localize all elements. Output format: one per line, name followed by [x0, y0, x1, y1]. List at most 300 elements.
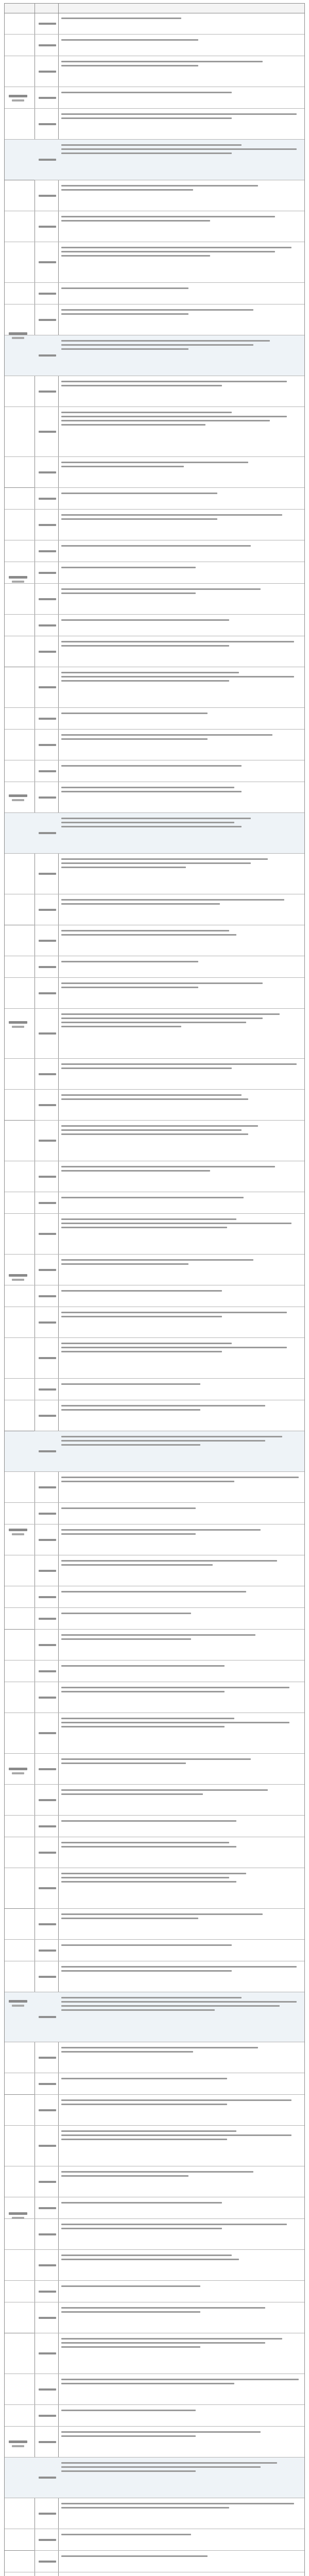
row-label — [39, 550, 56, 552]
row-content — [61, 1309, 301, 1335]
group-cell — [5, 925, 35, 1121]
text-line — [61, 1842, 229, 1843]
row-content — [61, 459, 301, 485]
row-label — [39, 2388, 56, 2391]
text-line — [61, 1591, 246, 1592]
table-row — [5, 376, 304, 407]
table-row — [5, 109, 304, 140]
row-label — [39, 2264, 56, 2266]
table-row — [5, 1682, 304, 1713]
group-label — [9, 576, 27, 579]
row-label — [39, 2317, 56, 2319]
text-line — [61, 1067, 232, 1069]
row-label — [39, 2181, 56, 2183]
row-label — [39, 2083, 56, 2085]
table-row — [5, 1472, 304, 1503]
table-row — [5, 540, 304, 562]
text-line — [61, 2224, 287, 2225]
table-row — [5, 1660, 304, 1682]
text-line — [61, 1094, 242, 1096]
text-line — [61, 791, 242, 792]
row-label — [39, 940, 56, 942]
table-row — [5, 2551, 304, 2572]
row-label — [39, 97, 56, 99]
row-content — [61, 1061, 301, 1087]
text-line — [61, 826, 242, 827]
text-line — [61, 18, 181, 19]
row-label — [39, 1513, 56, 1515]
table-row — [5, 35, 304, 56]
text-line — [61, 1881, 236, 1883]
group-cell — [5, 180, 35, 488]
text-line — [61, 2470, 196, 2472]
text-line — [61, 2130, 236, 2132]
row-content — [61, 1663, 301, 1680]
table-row — [5, 2073, 304, 2095]
text-line — [61, 2051, 193, 2053]
text-line — [61, 2228, 222, 2229]
row-label — [39, 2145, 56, 2147]
text-line — [61, 672, 239, 673]
row-label — [39, 598, 56, 600]
text-line — [61, 734, 272, 736]
row-label — [39, 1596, 56, 1598]
row-label — [39, 1618, 56, 1620]
text-line — [61, 1533, 196, 1535]
row-content — [61, 1433, 301, 1469]
row-label — [39, 1670, 56, 1672]
row-content — [61, 213, 301, 240]
group-sublabel — [12, 99, 24, 101]
table-row — [5, 1816, 304, 1837]
table-row — [5, 1961, 304, 1992]
table-row — [5, 2219, 304, 2250]
row-content — [61, 15, 301, 32]
table-row — [5, 1754, 304, 1785]
table-row — [5, 1255, 304, 1285]
text-line — [61, 420, 270, 421]
text-line — [61, 1634, 255, 1636]
text-line — [61, 1409, 200, 1411]
row-content — [61, 1632, 301, 1658]
row-content — [61, 669, 301, 705]
text-line — [61, 867, 186, 868]
group-cell — [5, 2551, 35, 2576]
text-line — [61, 680, 229, 682]
text-line — [61, 2383, 234, 2384]
text-line — [61, 117, 232, 119]
text-line — [61, 1758, 251, 1760]
row-label — [39, 909, 56, 911]
text-line — [61, 567, 196, 568]
group-cell — [5, 488, 35, 667]
text-line — [61, 247, 291, 248]
table-row — [5, 2333, 304, 2374]
table-row — [5, 2166, 304, 2197]
text-line — [61, 2431, 261, 2433]
row-content — [61, 2429, 301, 2455]
text-line — [61, 713, 208, 714]
text-line — [61, 1223, 291, 1224]
text-line — [61, 2255, 232, 2256]
text-line — [61, 1997, 242, 1998]
table-row — [5, 956, 304, 978]
row-content — [61, 142, 301, 178]
text-line — [61, 1444, 200, 1446]
text-line — [61, 493, 217, 494]
text-line — [61, 1789, 268, 1791]
text-line — [61, 1691, 225, 1692]
row-label — [39, 1269, 56, 1271]
table-row — [5, 1121, 304, 1161]
text-line — [61, 1436, 282, 1437]
text-line — [61, 641, 294, 642]
text-line — [61, 1481, 234, 1482]
text-line — [61, 1970, 232, 1972]
table-row — [5, 1379, 304, 1400]
row-content — [61, 1402, 301, 1429]
table-row — [5, 2302, 304, 2333]
row-label — [39, 293, 56, 295]
table-row — [5, 894, 304, 925]
row-label — [39, 23, 56, 25]
text-line — [61, 189, 193, 191]
table-row — [5, 180, 304, 211]
row-content — [61, 1527, 301, 1553]
text-line — [61, 1665, 225, 1667]
table-row — [5, 1090, 304, 1121]
text-line — [61, 385, 222, 386]
text-line — [61, 1913, 263, 1915]
row-label — [39, 1032, 56, 1035]
text-line — [61, 1918, 198, 1919]
row-label — [39, 123, 56, 125]
table-row — [5, 457, 304, 488]
text-line — [61, 1383, 200, 1385]
row-content — [61, 1963, 301, 1990]
text-line — [61, 185, 258, 187]
group-sublabel — [12, 1533, 24, 1535]
table-row — [5, 1868, 304, 1909]
text-line — [61, 1063, 297, 1065]
row-content — [61, 2500, 301, 2527]
row-label — [39, 2352, 56, 2354]
row-content — [61, 512, 301, 538]
row-label — [39, 2561, 56, 2563]
row-label — [39, 261, 56, 263]
table-row — [5, 335, 304, 376]
table-row — [5, 13, 304, 35]
text-line — [61, 2001, 297, 2003]
text-line — [61, 1762, 186, 1764]
row-content — [61, 1610, 301, 1627]
text-line — [61, 2462, 277, 2464]
text-line — [61, 1316, 222, 1317]
table-row — [5, 1909, 304, 1940]
table-row — [5, 1192, 304, 1214]
text-line — [61, 592, 196, 594]
text-line — [61, 2342, 265, 2344]
text-line — [61, 2435, 196, 2437]
table-row — [5, 1503, 304, 1524]
table-row — [5, 510, 304, 540]
text-line — [61, 2171, 253, 2173]
row-content — [61, 1839, 301, 1866]
text-line — [61, 518, 217, 520]
row-label — [39, 2109, 56, 2111]
text-line — [61, 1133, 248, 1135]
text-line — [61, 1477, 299, 1478]
text-line — [61, 930, 229, 931]
row-label — [39, 2477, 56, 2479]
row-label — [39, 1486, 56, 1488]
row-content — [61, 586, 301, 612]
row-label — [39, 354, 56, 357]
row-content — [61, 285, 301, 302]
table-row — [5, 2572, 304, 2576]
group-sublabel — [12, 2445, 24, 2447]
row-content — [61, 543, 301, 560]
text-line — [61, 2259, 239, 2260]
text-line — [61, 1718, 234, 1719]
row-label — [39, 1570, 56, 1572]
text-line — [61, 1166, 275, 1167]
group-cell — [5, 2333, 35, 2551]
text-line — [61, 1966, 297, 1968]
row-label — [39, 1976, 56, 1978]
row-content — [61, 1942, 301, 1959]
text-line — [61, 1312, 287, 1313]
table-row — [5, 2197, 304, 2219]
text-line — [61, 39, 198, 41]
table-row — [5, 708, 304, 730]
row-content — [61, 815, 301, 851]
text-line — [61, 822, 234, 823]
table-row — [5, 760, 304, 782]
text-line — [61, 287, 188, 289]
text-line — [61, 144, 242, 146]
table-row — [5, 1059, 304, 1090]
row-content — [61, 638, 301, 665]
group-label — [9, 1274, 27, 1277]
table-row — [5, 283, 304, 304]
row-content — [61, 896, 301, 923]
row-content — [61, 89, 301, 106]
row-label — [39, 71, 56, 73]
table-row — [5, 2498, 304, 2529]
table-row — [5, 2529, 304, 2551]
row-label — [39, 1321, 56, 1324]
row-content — [61, 2531, 301, 2548]
row-label — [39, 796, 56, 799]
text-line — [61, 313, 188, 315]
text-line — [61, 1507, 196, 1509]
table-row — [5, 1285, 304, 1307]
text-line — [61, 2379, 299, 2380]
text-line — [61, 2311, 200, 2313]
row-content — [61, 856, 301, 892]
row-label — [39, 1104, 56, 1106]
text-line — [61, 2099, 291, 2101]
table-row — [5, 667, 304, 708]
row-content — [61, 2304, 301, 2331]
group-sublabel — [12, 337, 24, 339]
row-label — [39, 873, 56, 875]
text-line — [61, 2139, 227, 2140]
text-line — [61, 2338, 282, 2340]
text-line — [61, 588, 261, 590]
row-label — [39, 1073, 56, 1075]
text-line — [61, 2307, 265, 2309]
row-content — [61, 244, 301, 280]
row-label — [39, 992, 56, 994]
group-sublabel — [12, 799, 24, 801]
table-row — [5, 730, 304, 760]
data-table — [4, 3, 305, 2576]
text-line — [61, 381, 287, 382]
table-row — [5, 2427, 304, 2458]
row-content — [61, 762, 301, 779]
text-line — [61, 858, 268, 860]
table-row — [5, 1555, 304, 1586]
text-line — [61, 934, 236, 936]
row-content — [61, 1715, 301, 1751]
table-row — [5, 407, 304, 457]
row-content — [61, 409, 301, 454]
text-line — [61, 1013, 280, 1015]
row-content — [61, 2283, 301, 2300]
text-line — [61, 1405, 265, 1406]
row-content — [61, 490, 301, 507]
table-row — [5, 813, 304, 854]
row-content — [61, 980, 301, 1006]
group-sublabel — [12, 1026, 24, 1028]
group-label — [9, 2000, 27, 2003]
row-content — [61, 2553, 301, 2570]
row-content — [61, 1994, 301, 2040]
row-label — [39, 832, 56, 834]
row-content — [61, 1557, 301, 1584]
table-row — [5, 854, 304, 894]
text-line — [61, 2134, 291, 2136]
row-label — [39, 44, 56, 46]
row-content — [61, 2335, 301, 2371]
text-line — [61, 1440, 265, 1442]
row-content — [61, 1123, 301, 1159]
row-content — [61, 1787, 301, 1813]
text-line — [61, 2047, 258, 2048]
row-content — [61, 182, 301, 209]
group-sublabel — [12, 581, 24, 583]
row-label — [39, 431, 56, 433]
table-row — [5, 636, 304, 667]
row-content — [61, 617, 301, 634]
row-content — [61, 2199, 301, 2216]
text-line — [61, 1026, 181, 1027]
row-label — [39, 1887, 56, 1889]
text-line — [61, 113, 297, 115]
row-content — [61, 784, 301, 810]
table-row — [5, 1630, 304, 1660]
group-label — [9, 2212, 27, 2215]
text-line — [61, 545, 251, 547]
text-line — [61, 1351, 222, 1352]
text-line — [61, 1846, 236, 1848]
row-content — [61, 2075, 301, 2092]
row-label — [39, 744, 56, 746]
row-label — [39, 1539, 56, 1541]
table-row — [5, 978, 304, 1009]
row-content — [61, 1870, 301, 1906]
text-line — [61, 152, 232, 154]
table-row — [5, 56, 304, 87]
text-line — [61, 2005, 280, 2007]
row-label — [39, 1415, 56, 1417]
row-label — [39, 966, 56, 968]
text-line — [61, 2175, 188, 2177]
group-cell — [5, 1630, 35, 1909]
table-row — [5, 1940, 304, 1961]
row-label — [39, 195, 56, 197]
text-line — [61, 65, 198, 66]
row-content — [61, 2044, 301, 2071]
table-row — [5, 242, 304, 283]
row-content — [61, 1257, 301, 1283]
table-row — [5, 1992, 304, 2042]
text-line — [61, 1687, 289, 1688]
text-line — [61, 1343, 232, 1344]
text-line — [61, 903, 220, 905]
row-content — [61, 1505, 301, 1522]
table-row — [5, 584, 304, 615]
text-line — [61, 1018, 263, 1019]
row-label — [39, 572, 56, 574]
text-line — [61, 2503, 294, 2504]
row-label — [39, 686, 56, 688]
row-label — [39, 471, 56, 473]
text-line — [61, 514, 282, 516]
row-label — [39, 2513, 56, 2515]
row-content — [61, 1216, 301, 1252]
text-line — [61, 2507, 229, 2509]
table-row — [5, 562, 304, 584]
text-line — [61, 2202, 222, 2204]
row-label — [39, 1923, 56, 1925]
table-row — [5, 782, 304, 813]
text-line — [61, 251, 275, 252]
row-content — [61, 337, 301, 374]
text-line — [61, 619, 229, 621]
table-row — [5, 2374, 304, 2405]
text-line — [61, 961, 198, 962]
table-row — [5, 1785, 304, 1816]
group-cell — [5, 1121, 35, 1431]
text-line — [61, 462, 248, 463]
table-row — [5, 1161, 304, 1192]
row-content — [61, 732, 301, 758]
table-row — [5, 2042, 304, 2073]
row-label — [39, 391, 56, 393]
group-cell — [5, 1909, 35, 2095]
row-content — [61, 1588, 301, 1605]
row-label — [39, 1140, 56, 1142]
text-line — [61, 220, 210, 222]
text-line — [61, 424, 205, 426]
table-row — [5, 1837, 304, 1868]
text-line — [61, 765, 242, 767]
text-line — [61, 1022, 246, 1023]
row-label — [39, 1357, 56, 1359]
